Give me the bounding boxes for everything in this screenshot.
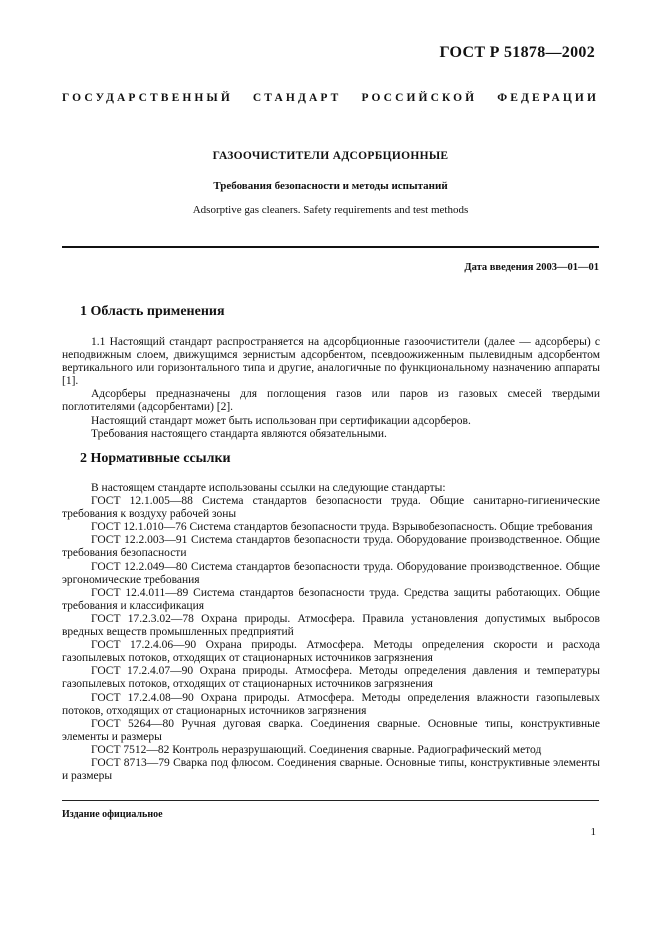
reference-item: ГОСТ 17.2.3.02—78 Охрана природы. Атмосфера. Правила установления допустимых выбросов вредных веществ промышленных предприятий (62, 612, 600, 639)
reference-item: ГОСТ 17.2.4.07—90 Охрана природы. Атмосфера. Методы определения давления и температуры газопылевых потоков, отходящих от стационарных источников загрязнения (62, 665, 600, 691)
reference-item: В настоящем стандарте использованы ссылки на следующие стандарты: (91, 482, 446, 494)
section-2-heading: 2 Нормативные ссылки (80, 451, 231, 466)
reference-item: ГОСТ 7512—82 Контроль неразрушающий. Соединения сварные. Радиографический метод (91, 743, 542, 756)
page-number: 1 (590, 826, 596, 838)
reference-item: ГОСТ 8713—79 Сварка под флюсом. Соединения сварные. Основные типы, конструктивные элементы и размеры (62, 756, 600, 783)
gost-number: ГОСТ Р 51878—2002 (439, 44, 595, 61)
paragraph: Настоящий стандарт может быть использован при сертификации адсорберов. (91, 414, 471, 427)
reference-item: ГОСТ 12.1.005—88 Система стандартов безопасности труда. Общие санитарно-гигиенические требования к воздуху рабочей зоны (62, 495, 600, 521)
document-subtitle: Требования безопасности и методы испытаний (213, 180, 448, 192)
reference-item: ГОСТ 12.4.011—89 Система стандартов безопасности труда. Средства защиты работающих. Общие требования и классификация (62, 586, 600, 612)
section-1-body (62, 336, 600, 441)
section-2-body (62, 482, 600, 783)
edition-label: Издание официальное (62, 809, 163, 820)
header-divider (62, 246, 599, 248)
footer-divider (62, 800, 599, 801)
reference-item: ГОСТ 17.2.4.08—90 Охрана природы. Атмосфера. Методы определения влажности газопылевых потоков, отходящих от стационарных источников загрязнения (62, 691, 600, 717)
section-1-heading: 1 Область применения (80, 304, 225, 319)
document-title-english: Adsorptive gas cleaners. Safety requirements and test methods (192, 204, 469, 216)
reference-item: ГОСТ 12.2.003—91 Система стандартов безопасности труда. Оборудование производственное. Общие требования безопасности (62, 534, 600, 560)
reference-item: ГОСТ 12.2.049—80 Система стандартов безопасности труда. Оборудование производственное. Общие эргономические требования (62, 560, 600, 586)
reference-item: ГОСТ 12.1.010—76 Система стандартов безопасности труда. Взрывобезопасность. Общие требования (91, 521, 593, 534)
reference-item: ГОСТ 17.2.4.06—90 Охрана природы. Атмосфера. Методы определения скорости и расхода газопылевых потоков, отходящих от стационарных источников загрязнения (62, 639, 600, 665)
introduction-date: Дата введения 2003—01—01 (464, 262, 599, 273)
reference-item: ГОСТ 5264—80 Ручная дуговая сварка. Соединения сварные. Основные типы, конструктивные элементы и размеры (62, 717, 600, 743)
paragraph: Адсорберы предназначены для поглощения газов или паров из газовых смесей твердыми поглотителями (адсорбентами) [2]. (62, 388, 600, 414)
state-standard-heading: ГОСУДАРСТВЕННЫЙ СТАНДАРТ РОССИЙСКОЙ ФЕДЕРАЦИИ (62, 92, 599, 104)
document-title: ГАЗООЧИСТИТЕЛИ АДСОРБЦИОННЫЕ (212, 150, 449, 162)
paragraph: Требования настоящего стандарта являются обязательными. (91, 427, 387, 440)
paragraph: 1.1 Настоящий стандарт распространяется на адсорбционные газоочистители (далее — адсорберы) с неподвижным слоем, движущимся зернистым адсорбентом, псевдоожиженным пылевидным адсорбентом вертикального или горизонтального типа и другие, аналогичные по функциональному назначению аппараты [1]. (62, 336, 600, 388)
